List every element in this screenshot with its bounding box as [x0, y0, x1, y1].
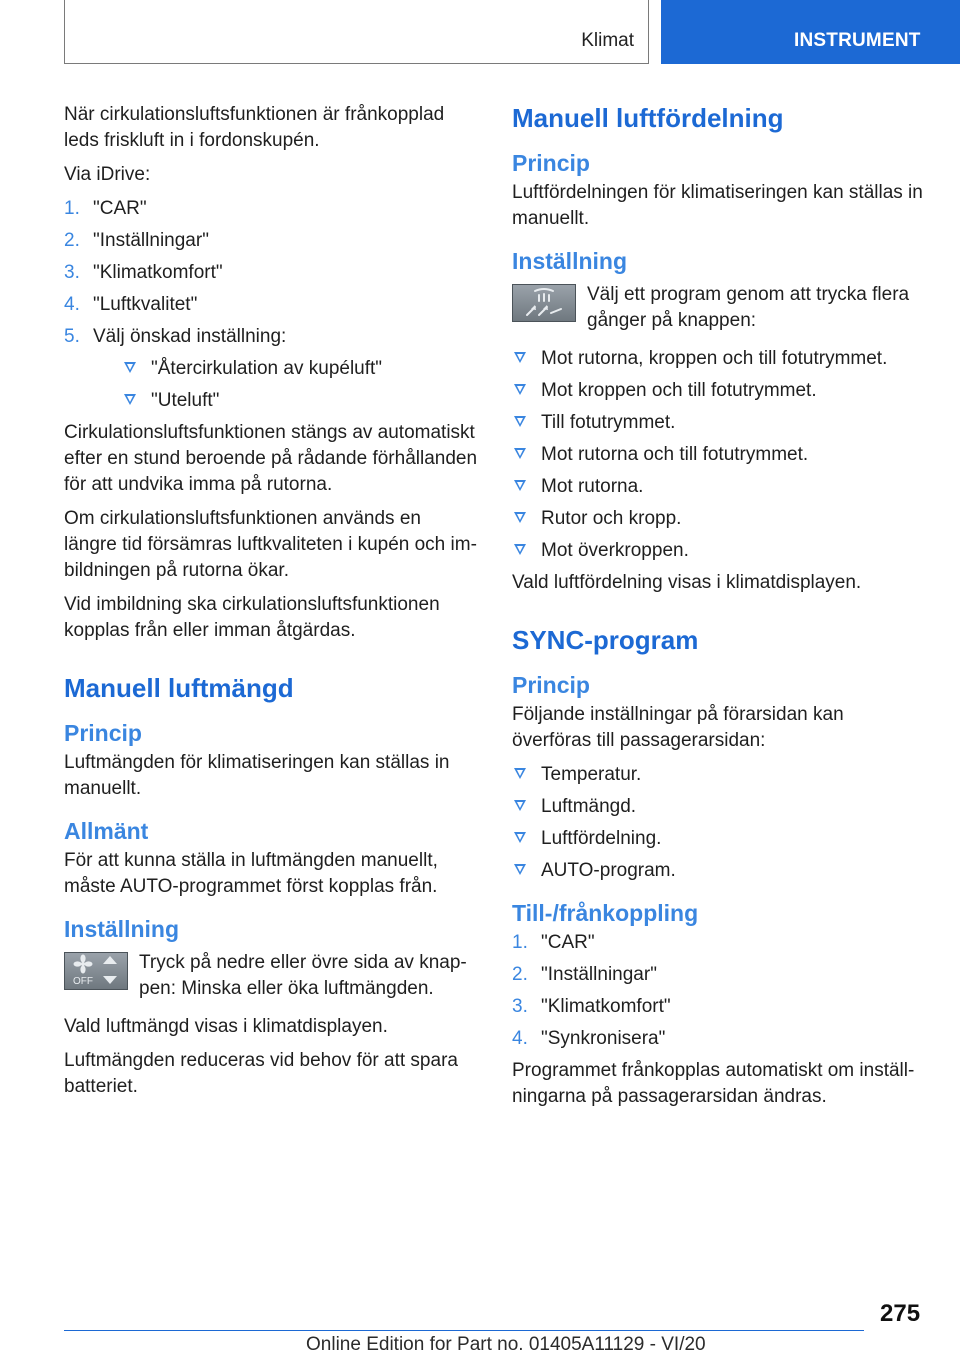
air-distribution-button-icon [512, 284, 576, 322]
program-text: Mot rutorna. [541, 476, 644, 497]
step-text: "Inställningar" [93, 230, 209, 251]
footer-divider [64, 1330, 864, 1331]
paragraph: Vald luftmängd visas i klimatdisplayen. [64, 1016, 388, 1037]
step-number: 2. [512, 964, 528, 985]
paragraph: Luftfördelningen för klimatiseringen kan ställas in manuellt. [512, 182, 923, 229]
program-text: Till fotutrymmet. [541, 412, 676, 433]
list-item [512, 930, 927, 956]
heading-manuell-luftfordelning: Manuell luftfördelning [512, 103, 784, 133]
step-text: "Inställningar" [541, 964, 657, 985]
program-text: Mot överkroppen. [541, 540, 689, 561]
intro-paragraph: När cirkulationsluftsfunktionen är frånkopplad leds friskluft in i fordonskupén. [64, 104, 445, 151]
triangle-bullet-icon [514, 352, 526, 363]
triangle-bullet-icon [514, 512, 526, 523]
subheading-installning: Inställning [64, 916, 179, 942]
list-item [512, 538, 927, 564]
triangle-bullet-icon [124, 362, 136, 373]
footer-edition-text: Online Edition for Part no. 01405A11129 - VI/20 [306, 1334, 706, 1355]
list-item [512, 346, 927, 372]
step-number: 1. [64, 198, 80, 219]
step-number: 3. [64, 262, 80, 283]
svg-text:OFF: OFF [73, 976, 93, 987]
subheading-princip: Princip [512, 150, 590, 176]
list-item [122, 388, 478, 414]
step-number: 5. [64, 326, 80, 347]
step-text: "Luftkvalitet" [93, 294, 198, 315]
right-column [512, 102, 927, 1118]
list-item [512, 378, 927, 404]
step-number: 4. [512, 1028, 528, 1049]
triangle-bullet-icon [514, 800, 526, 811]
triangle-bullet-icon [514, 768, 526, 779]
triangle-bullet-icon [514, 864, 526, 875]
list-item [64, 292, 478, 318]
triangle-bullet-icon [514, 544, 526, 555]
fan-button-row [64, 950, 478, 1002]
paragraph: Vald luftfördelning visas i klimatdisplayen. [512, 572, 862, 593]
substep-text: "Uteluft" [151, 390, 220, 411]
paragraph: Programmet frånkopplas automatiskt om inställ-ningarna på passagerarsidan ändras. [512, 1060, 915, 1107]
subheading-princip: Princip [64, 720, 142, 746]
heading-sync-program: SYNC-program [512, 625, 699, 655]
header-chapter-box [64, 0, 649, 64]
koppling-steps-list [512, 930, 927, 1052]
triangle-bullet-icon [514, 448, 526, 459]
step-text: "Klimatkomfort" [541, 996, 671, 1017]
program-text: Rutor och kropp. [541, 508, 682, 529]
step-number: 2. [64, 230, 80, 251]
paragraph: Cirkulationsluftsfunktionen stängs av automatiskt efter en stund beroende på rådande förhållanden för att undvika imma på rutorna. [64, 422, 478, 495]
triangle-bullet-icon [514, 832, 526, 843]
section-title: INSTRUMENT [794, 30, 921, 51]
subheading-allmant: Allmänt [64, 818, 149, 844]
step-number: 4. [64, 294, 80, 315]
triangle-bullet-icon [514, 480, 526, 491]
list-item [512, 962, 927, 988]
paragraph: Om cirkulationsluftsfunktionen används en längre tid försämras luftkvaliteten i kupén och im-bildningen på rutorna ökar. [64, 508, 477, 581]
subheading-installning: Inställning [512, 248, 627, 274]
list-item [512, 762, 927, 788]
triangle-bullet-icon [514, 416, 526, 427]
left-column [64, 102, 478, 1108]
list-item [512, 1026, 927, 1052]
list-item [512, 794, 927, 820]
sync-item-text: Temperatur. [541, 764, 642, 785]
sync-item-text: Luftfördelning. [541, 828, 662, 849]
step-number: 3. [512, 996, 528, 1017]
installning-text: Tryck på nedre eller övre sida av knap-pen: Minska eller öka luftmängden. [139, 952, 467, 999]
step-text: "CAR" [541, 932, 595, 953]
list-item [512, 474, 927, 500]
substep-text: "Återcirkulation av kupéluft" [151, 358, 383, 379]
section-tab [661, 0, 960, 64]
list-item [512, 506, 927, 532]
list-item [122, 356, 478, 382]
list-item [64, 196, 478, 222]
chapter-title: Klimat [581, 30, 634, 51]
installning-text: Välj ett program genom att trycka flera gånger på knappen: [587, 284, 910, 331]
paragraph: Vid imbildning ska cirkulationsluftsfunktionen kopplas från eller imman åtgärdas. [64, 594, 440, 641]
distribution-programs-list [512, 346, 927, 564]
list-item [64, 228, 478, 254]
idrive-steps-list [64, 196, 478, 414]
list-item [512, 826, 927, 852]
triangle-bullet-icon [124, 394, 136, 405]
list-item [64, 260, 478, 286]
sync-item-text: AUTO-program. [541, 860, 676, 881]
step-text: Välj önskad inställning: [93, 326, 287, 347]
paragraph: Luftmängden för klimatiseringen kan ställas in manuellt. [64, 752, 450, 799]
page-number: 275 [880, 1300, 921, 1327]
paragraph: Luftmängden reduceras vid behov för att spara batteriet. [64, 1050, 458, 1097]
step-text: "Synkronisera" [541, 1028, 666, 1049]
list-item [512, 858, 927, 884]
fan-button-icon [64, 952, 128, 990]
paragraph: Följande inställningar på förarsidan kan överföras till passagerarsidan: [512, 704, 844, 751]
subheading-till-frankoppling: Till-/frånkoppling [512, 900, 699, 926]
heading-manuell-luftmangd: Manuell luftmängd [64, 673, 294, 703]
program-text: Mot rutorna och till fotutrymmet. [541, 444, 809, 465]
program-text: Mot kroppen och till fotutrymmet. [541, 380, 817, 401]
triangle-bullet-icon [514, 384, 526, 395]
paragraph: För att kunna ställa in luftmängden manuellt, måste AUTO-programmet först kopplas från. [64, 850, 438, 897]
subheading-princip: Princip [512, 672, 590, 698]
sync-item-text: Luftmängd. [541, 796, 637, 817]
substeps-list [93, 356, 478, 414]
sync-items-list [512, 762, 927, 884]
list-item [64, 324, 478, 414]
step-text: "Klimatkomfort" [93, 262, 223, 283]
list-item [512, 410, 927, 436]
via-idrive-label: Via iDrive: [64, 164, 151, 185]
list-item [512, 442, 927, 468]
step-number: 1. [512, 932, 528, 953]
program-text: Mot rutorna, kroppen och till fotutrymmet. [541, 348, 888, 369]
distribution-button-row [512, 282, 927, 334]
list-item [512, 994, 927, 1020]
step-text: "CAR" [93, 198, 147, 219]
